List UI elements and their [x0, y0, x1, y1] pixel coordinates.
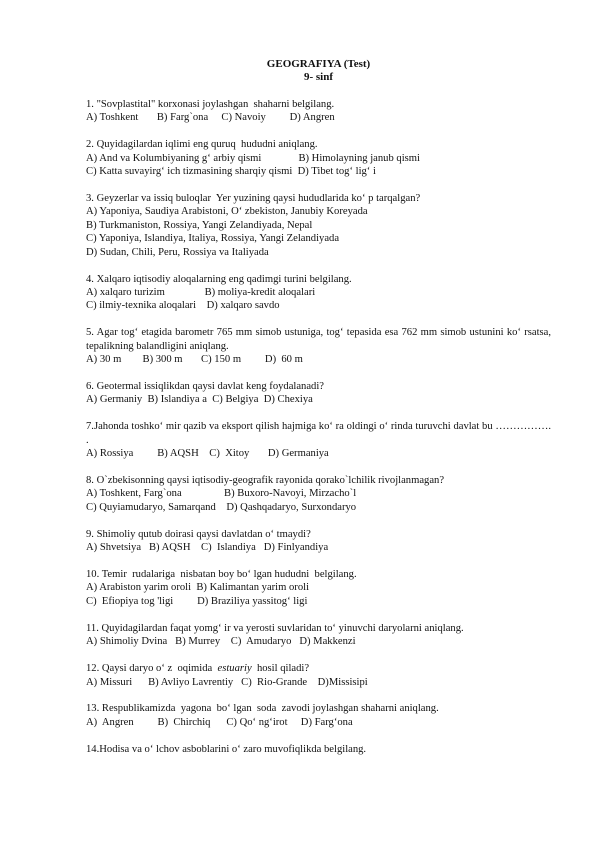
question-5: [86, 326, 551, 366]
question-options: A) Yaponiya, Saudiya Arabistoni, O‘ zbekiston, Janubiy Koreyada: [86, 206, 368, 218]
question-text: 7.Jahonda toshko‘ mir qazib va eksport qilish hajmiga ko‘ ra oldingi o‘ rinda turuvchi davlat bu ……………. .: [86, 421, 551, 446]
question-options: C) Katta suvayirg‘ ich tizmasining sharqiy qismi D) Tibet tog‘ lig‘ i: [86, 166, 376, 178]
question-text: 11. Quyidagilardan faqat yomg‘ ir va yerosti suvlaridan to‘ yinuvchi daryolarni aniqlang.: [86, 622, 464, 634]
question-text-italic: estuariy: [217, 663, 252, 675]
question-options: C) Efiopiya tog 'ligi D) Braziliya yassitog‘ ligi: [86, 595, 308, 607]
question-options: C) Quyiamudaryo, Samarqand D) Qashqadaryo, Surxondaryo: [86, 501, 357, 513]
question-3: [86, 192, 551, 259]
question-text: 3. Geyzerlar va issiq buloqlar Yer yuzining qaysi hududlarida ko‘ p tarqalgan?: [86, 193, 421, 205]
question-options: A) Toshkent B) Farg`ona C) Navoiy D) Angren: [86, 112, 335, 124]
question-4: [86, 273, 551, 313]
question-2: [86, 138, 551, 178]
question-options: A) Shimoliy Dvina B) Murrey C) Amudaryo D) Makkenzi: [86, 636, 356, 648]
question-text: 14.Hodisa va o‘ lchov asboblarini o‘ zaro muvofiqlikda belgilang.: [86, 743, 367, 755]
grade-label: 9- sinf: [303, 71, 334, 83]
question-text: 9. Shimoliy qutub doirasi qaysi davlatdan o‘ tmaydi?: [86, 528, 311, 540]
question-11: [86, 622, 551, 649]
question-text: 5. Agar tog‘ etagida barometr 765 mm simob ustuniga, tog‘ tepasida esa 762 mm simob ustunini ko‘ rsatsa, tepalikning balandligini aniqlang.: [86, 327, 551, 352]
question-13: [86, 702, 551, 729]
question-10: [86, 568, 551, 608]
page-title: GEOGRAFIYA (Test): [266, 58, 371, 70]
question-options: A) 30 m B) 300 m C) 150 m D) 60 m: [86, 354, 303, 366]
question-options: A) xalqaro turizim B) moliya-kredit aloqalari: [86, 286, 316, 298]
question-8: [86, 474, 551, 514]
question-options: A) Rossiya B) AQSH C) Xitoy D) Germaniya: [86, 448, 329, 460]
question-text: [86, 662, 551, 675]
question-options: A) Toshkent, Farg`ona B) Buxoro-Navoyi, Mirzacho`l: [86, 488, 357, 500]
question-text: 8. O`zbekisonning qaysi iqtisodiy-geografik rayonida qorako`lchilik rivojlanmagan?: [86, 475, 445, 487]
question-options: A) And va Kolumbiyaning g‘ arbiy qismi B) Himolayning janub qismi: [86, 152, 420, 164]
question-options: A) Shvetsiya B) AQSH C) Islandiya D) Finlyandiya: [86, 542, 329, 554]
question-6: [86, 380, 551, 407]
question-options: A) Angren B) Chirchiq C) Qo‘ ng‘irot D) Farg‘ona: [86, 716, 353, 728]
question-text: 1. "Sovplastital" korxonasi joylashgan shaharni belgilang.: [86, 99, 335, 110]
test-page: [86, 58, 551, 770]
question-1: [86, 98, 551, 125]
question-options: B) Turkmaniston, Rossiya, Yangi Zelandiyada, Nepal: [86, 219, 313, 231]
question-9: [86, 528, 551, 555]
question-options: C) Yaponiya, Islandiya, Italiya, Rossiya, Yangi Zelandiyada: [86, 233, 340, 245]
question-text: 13. Respublikamizda yagona bo‘ lgan soda zavodi joylashgan shaharni aniqlang.: [86, 703, 439, 715]
question-text: 4. Xalqaro iqtisodiy aloqalarning eng qadimgi turini belgilang.: [86, 273, 352, 285]
question-text-start: 12. Qaysi daryo o‘ z oqimida: [86, 663, 218, 675]
question-options: A) Arabiston yarim oroli B) Kalimantan yarim oroli: [86, 582, 310, 594]
question-14: [86, 743, 551, 756]
question-text-end: hosil qiladi?: [251, 663, 310, 675]
question-7: [86, 420, 551, 460]
question-text: 10. Temir rudalariga nisbatan boy bo‘ lgan hududni belgilang.: [86, 569, 357, 581]
question-options: A) Germaniy B) Islandiya a C) Belgiya D) Chexiya: [86, 394, 313, 406]
question-text: 6. Geotermal issiqlikdan qaysi davlat keng foydalanadi?: [86, 381, 324, 392]
question-text: 2. Quyidagilardan iqlimi eng quruq hududni aniqlang.: [86, 139, 318, 151]
question-options: D) Sudan, Chili, Peru, Rossiya va Italiyada: [86, 246, 269, 258]
question-12: [86, 662, 551, 689]
question-options: C) ilmiy-texnika aloqalari D) xalqaro savdo: [86, 300, 280, 312]
question-options: A) Missuri B) Avliyo Lavrentiy C) Rio-Grande D)Missisipi: [86, 676, 368, 688]
